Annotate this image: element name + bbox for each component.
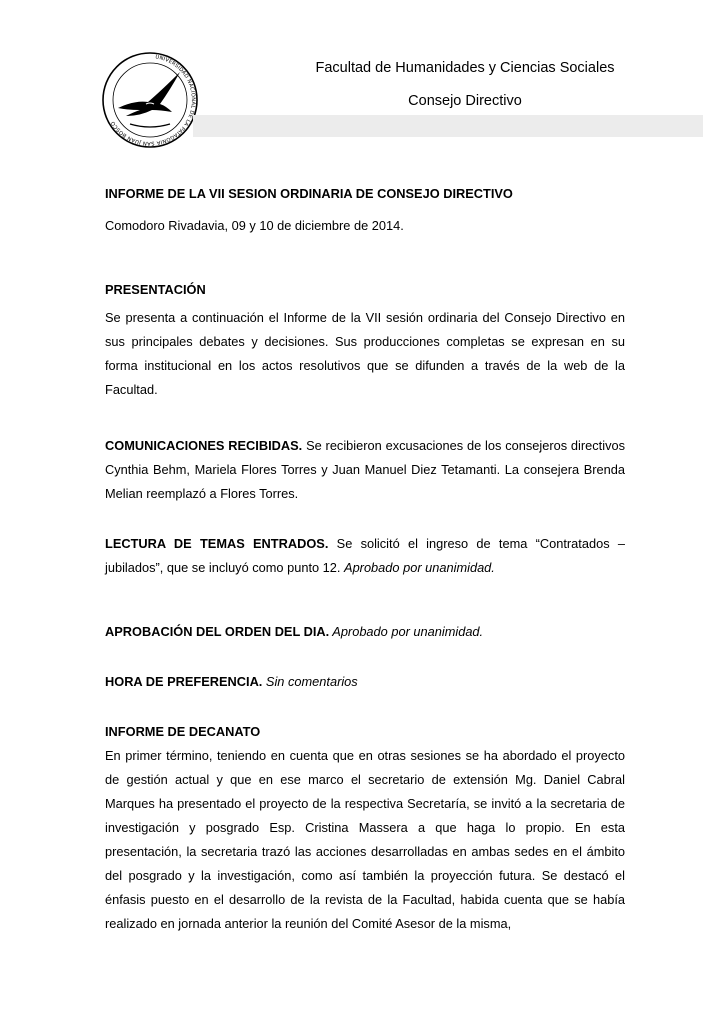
section-decanato-heading: INFORME DE DECANATO — [105, 724, 261, 739]
section-presentacion-heading: PRESENTACIÓN — [105, 282, 206, 297]
section-comunicaciones-heading: COMUNICACIONES RECIBIDAS. — [105, 438, 303, 453]
section-decanato-body: En primer término, teniendo en cuenta que en otras sesiones se ha abordado el proyecto de gestión actual y que en ese marco el secretario de extensión Mg. Daniel Cabral Marques ha presentado el proyecto de la respectiva Secretaría, se invitó a la secretaria de investigación y posgrado Esp. Cristina Massera a que haga lo propio. En esta presentación, la secretaria trazó las acciones desarrolladas en ambas sedes en el ámbito del posgrado y la investigación, como así también la proyección futura. Se destacó el énfasis puesto en el desarrollo de la revista de la Facultad, habida cuenta que se había realizado en jornada anterior la reunión del Comité Asesor de la misma, — [105, 748, 625, 931]
section-hora-heading: HORA DE PREFERENCIA. — [105, 674, 263, 689]
section-lectura-heading: LECTURA DE TEMAS ENTRADOS. — [105, 536, 329, 551]
section-comunicaciones — [105, 434, 625, 506]
header-band — [193, 115, 703, 137]
section-aprobacion-heading: APROBACIÓN DEL ORDEN DEL DIA. — [105, 624, 330, 639]
report-date: Comodoro Rivadavia, 09 y 10 de diciembre de 2014. — [105, 218, 404, 233]
svg-text:UNIVERSIDAD NACIONAL DE LA PAT: UNIVERSIDAD NACIONAL DE LA PATAGONIA SAN JUAN BOSCO — [110, 54, 196, 147]
section-lectura-result: Aprobado por unanimidad. — [344, 560, 495, 575]
university-seal-albatross-icon — [100, 50, 200, 150]
section-comunicaciones-body: Se recibieron excusaciones de los consejeros directivos Cynthia Behm, Mariela Flores Torres y Juan Manuel Diez Tetamanti. La consejera Brenda Melian reemplazó a Flores Torres. — [105, 438, 625, 501]
section-presentacion-body: Se presenta a continuación el Informe de la VII sesión ordinaria del Consejo Directivo en sus principales debates y decisiones. Sus producciones completas se expresan en su forma institucional en los actos resolutivos que se difunden a través de la web de la Facultad. — [105, 310, 625, 397]
faculty-name: Facultad de Humanidades y Ciencias Sociales — [315, 60, 615, 76]
section-hora — [105, 670, 625, 694]
council-name: Consejo Directivo — [408, 93, 522, 109]
report-body — [105, 182, 625, 936]
section-aprobacion — [105, 620, 625, 644]
section-aprobacion-result: Aprobado por unanimidad. — [329, 624, 484, 639]
section-lectura-body: Se solicitó el ingreso de tema “Contratados – jubilados”, que se incluyó como punto 12. — [105, 536, 625, 575]
report-title: INFORME DE LA VII SESION ORDINARIA DE CONSEJO DIRECTIVO — [105, 186, 513, 201]
letterhead — [0, 0, 724, 150]
section-lectura — [105, 532, 625, 580]
section-hora-result: Sin comentarios — [262, 674, 358, 689]
